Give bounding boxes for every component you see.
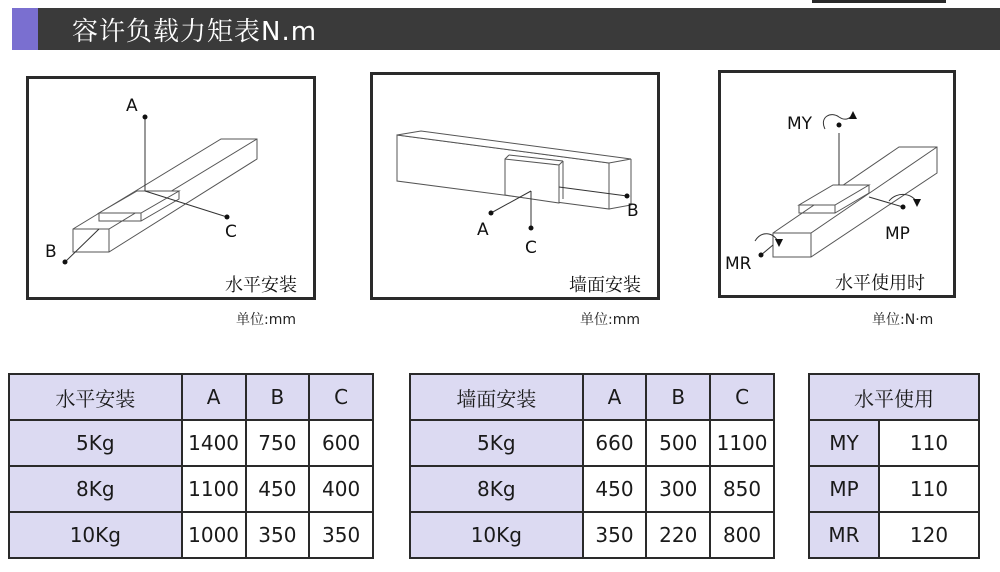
label-mr: MR xyxy=(725,254,752,274)
table-row xyxy=(9,466,373,512)
label-a: A xyxy=(126,96,138,116)
table-cell: 750 xyxy=(246,420,310,466)
row-label: 5Kg xyxy=(410,420,583,466)
caption-moment: 水平使用时 xyxy=(835,273,925,294)
table-row xyxy=(410,512,774,558)
row-label: MR xyxy=(809,512,879,558)
header-cell: C xyxy=(710,374,774,420)
title-bar xyxy=(12,8,1000,50)
table-cell: 350 xyxy=(246,512,310,558)
table-row xyxy=(410,420,774,466)
header-cell: A xyxy=(583,374,647,420)
label-b: B xyxy=(45,242,57,262)
header-cell: A xyxy=(182,374,246,420)
table-row xyxy=(809,512,979,558)
table-cell: 600 xyxy=(309,420,373,466)
header-cell: 墙面安装 xyxy=(410,374,583,420)
title-accent xyxy=(12,8,38,50)
label-mp: MP xyxy=(885,224,910,244)
row-label: MY xyxy=(809,420,879,466)
table-cell: 850 xyxy=(710,466,774,512)
table-row xyxy=(9,420,373,466)
table-wall xyxy=(409,373,775,559)
table-header-row xyxy=(410,374,774,420)
table-cell: 400 xyxy=(309,466,373,512)
row-label: 8Kg xyxy=(410,466,583,512)
table-cell: 800 xyxy=(710,512,774,558)
table-row xyxy=(9,512,373,558)
diagram-moment-drawing xyxy=(721,73,953,295)
unit-moment: 单位:N·m xyxy=(872,312,934,328)
table-cell: 450 xyxy=(583,466,647,512)
table-cell: 120 xyxy=(879,512,979,558)
header-cell: 水平安装 xyxy=(9,374,182,420)
table-cell: 1100 xyxy=(182,466,246,512)
top-rule xyxy=(812,0,946,3)
page-title: 容许负载力矩表N.m xyxy=(72,16,318,47)
row-label: 8Kg xyxy=(9,466,182,512)
table-moment xyxy=(808,373,980,559)
label-a: A xyxy=(477,220,489,240)
header-cell: B xyxy=(246,374,310,420)
caption-wall: 墙面安装 xyxy=(569,275,641,296)
table-cell: 1400 xyxy=(182,420,246,466)
header-cell: B xyxy=(646,374,710,420)
table-cell: 1100 xyxy=(710,420,774,466)
diagram-horizontal-drawing xyxy=(29,79,313,297)
table-row xyxy=(809,420,979,466)
row-label: MP xyxy=(809,466,879,512)
header-cell: 水平使用 xyxy=(809,374,979,420)
row-label: 10Kg xyxy=(410,512,583,558)
label-c: C xyxy=(225,222,237,242)
label-c: C xyxy=(525,238,537,258)
header-cell: C xyxy=(309,374,373,420)
row-label: 10Kg xyxy=(9,512,182,558)
table-cell: 1000 xyxy=(182,512,246,558)
table-header-row xyxy=(9,374,373,420)
table-cell: 350 xyxy=(583,512,647,558)
table-cell: 220 xyxy=(646,512,710,558)
row-label: 5Kg xyxy=(9,420,182,466)
table-row xyxy=(410,466,774,512)
table-cell: 350 xyxy=(309,512,373,558)
table-cell: 450 xyxy=(246,466,310,512)
table-cell: 500 xyxy=(646,420,710,466)
table-cell: 110 xyxy=(879,420,979,466)
diagram-wall-drawing xyxy=(373,75,657,297)
unit-horizontal: 单位:mm xyxy=(236,312,296,328)
table-row xyxy=(809,466,979,512)
diagram-moment xyxy=(718,70,956,298)
label-my: MY xyxy=(787,114,813,134)
diagram-horizontal xyxy=(26,76,316,300)
table-horizontal xyxy=(8,373,374,559)
caption-horizontal: 水平安装 xyxy=(225,275,297,296)
table-cell: 660 xyxy=(583,420,647,466)
label-b: B xyxy=(627,201,639,221)
diagram-wall xyxy=(370,72,660,300)
unit-wall: 单位:mm xyxy=(580,312,640,328)
table-cell: 110 xyxy=(879,466,979,512)
table-header-row xyxy=(809,374,979,420)
table-cell: 300 xyxy=(646,466,710,512)
